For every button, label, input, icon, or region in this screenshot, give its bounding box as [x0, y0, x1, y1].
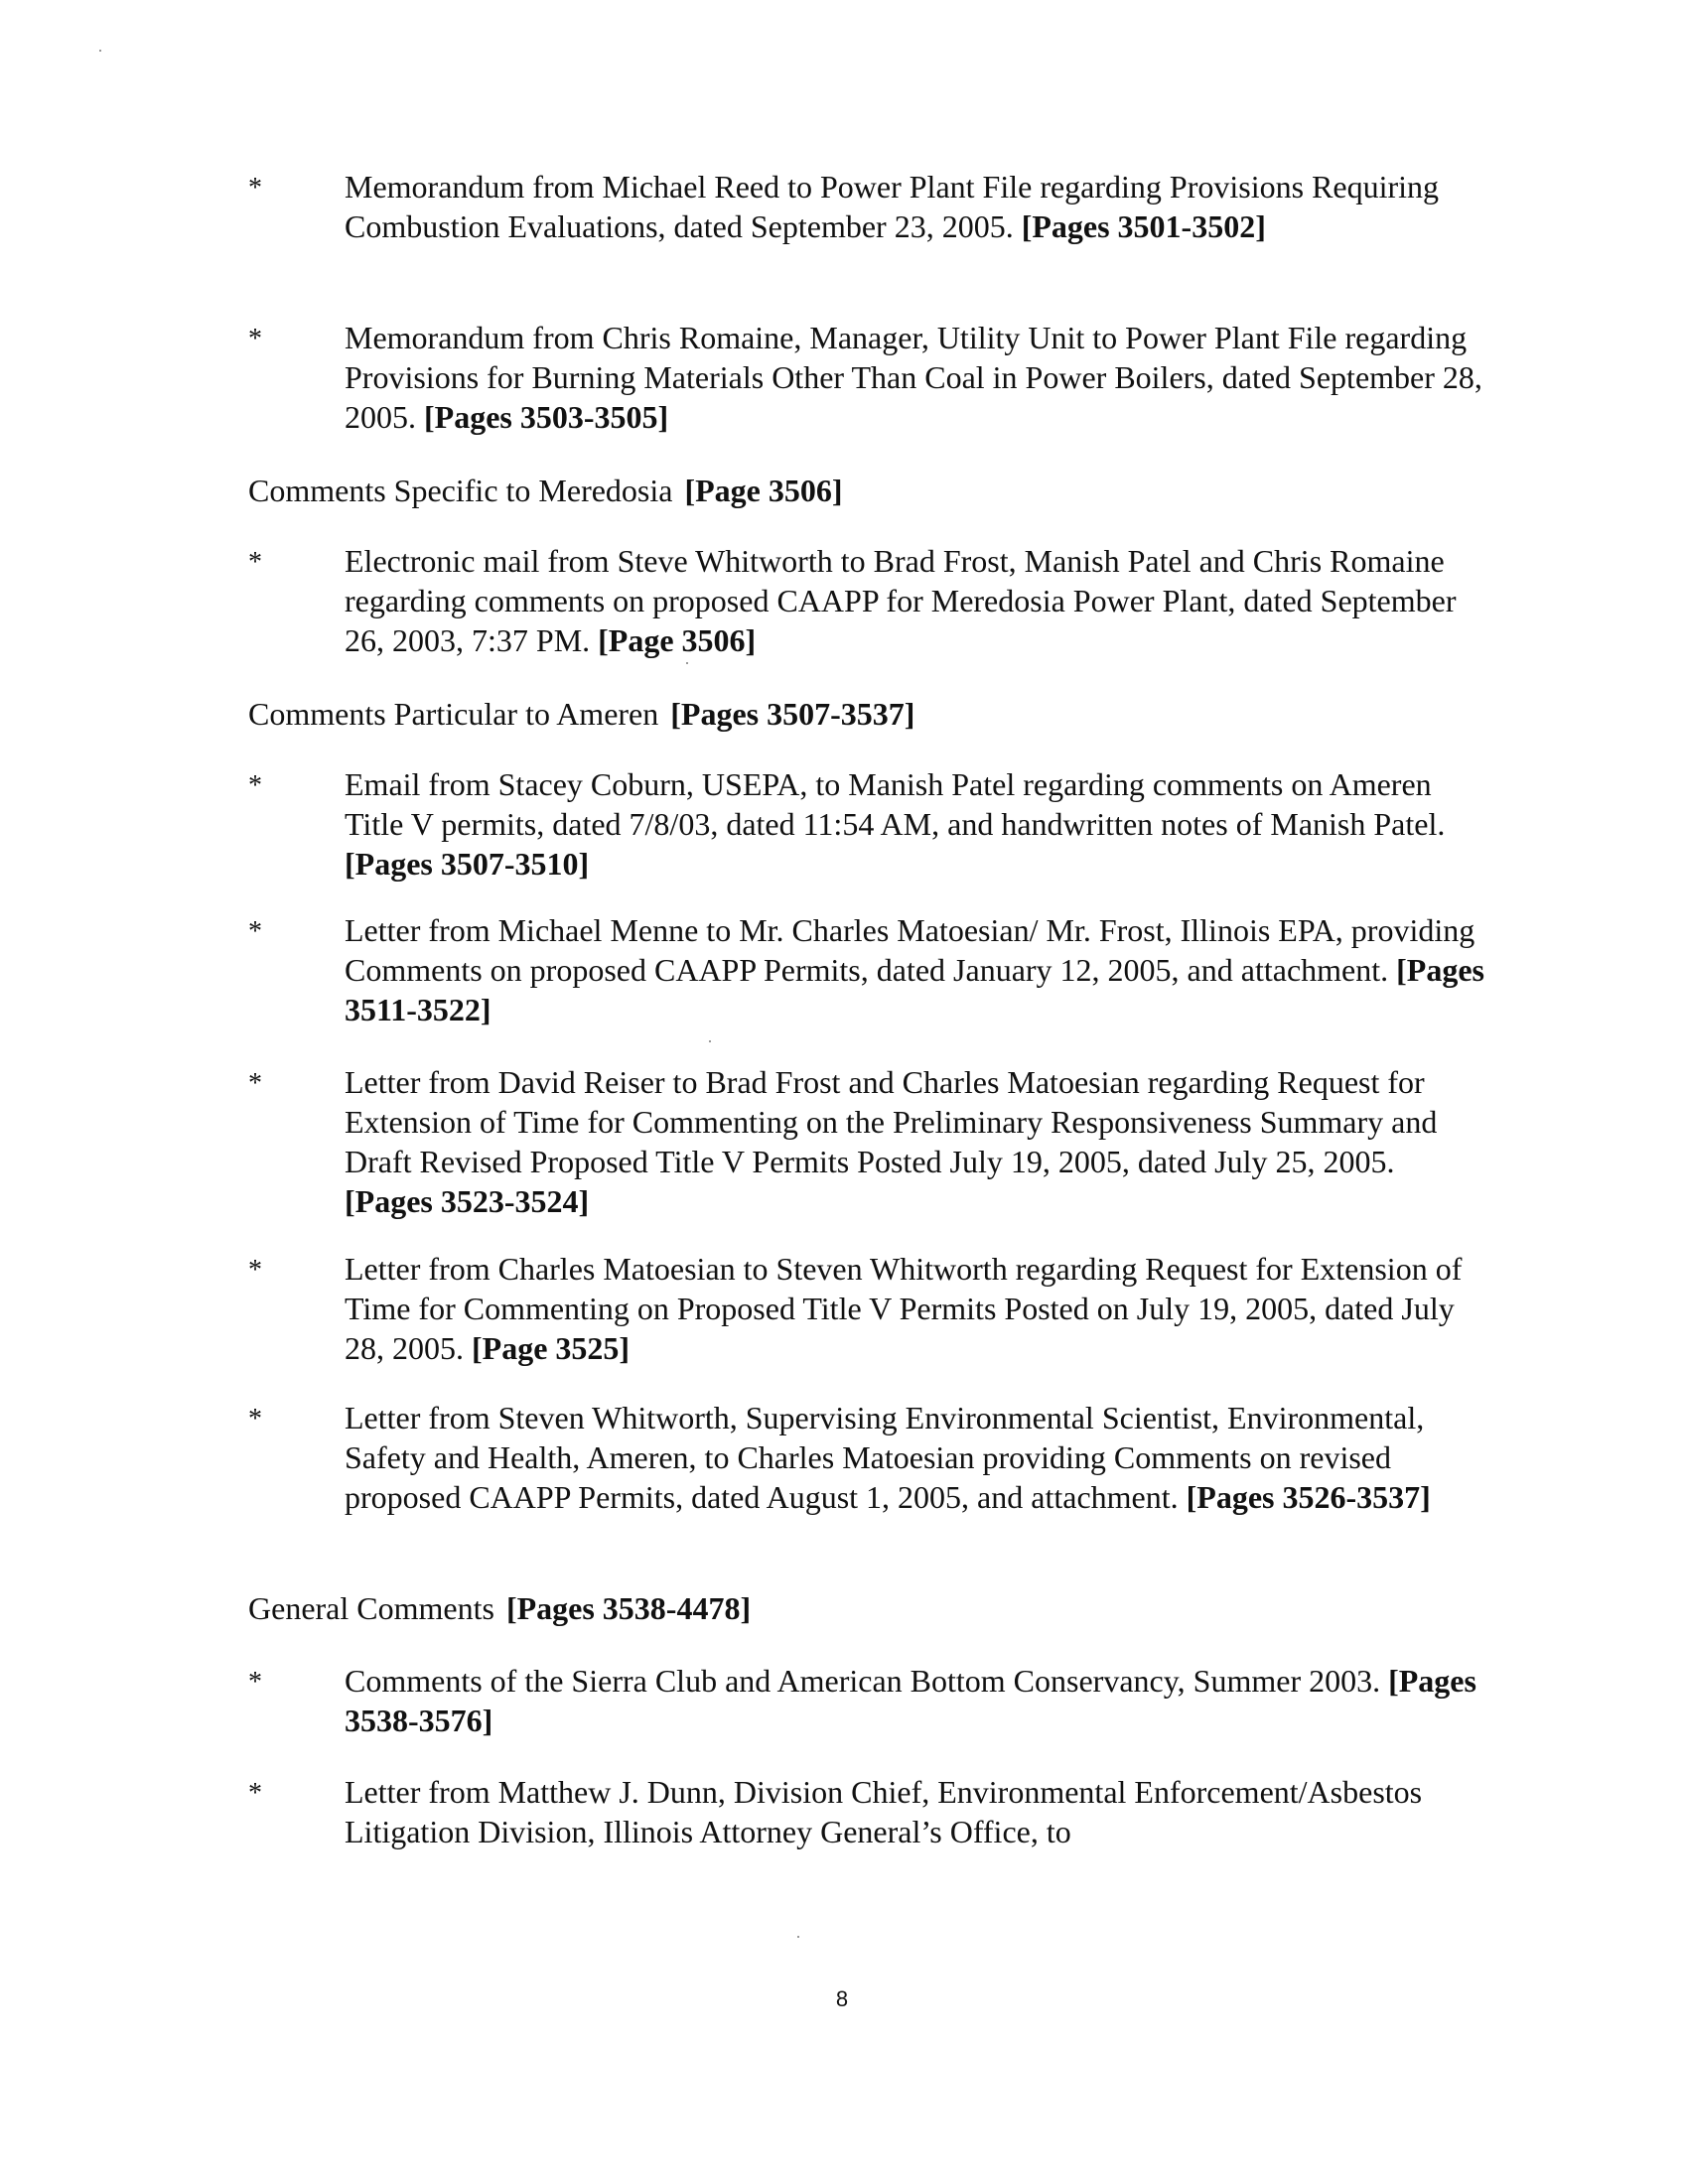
- section-heading: [248, 694, 914, 734]
- page-reference: [Pages 3523-3524]: [345, 1183, 590, 1219]
- section-page-reference: [Page 3506]: [684, 473, 843, 508]
- page-reference: [Pages 3507-3510]: [345, 846, 590, 882]
- page-reference: [Pages 3538-3576]: [345, 1663, 1476, 1738]
- item-text-block: [345, 1661, 1486, 1740]
- bullet-asterisk: *: [248, 916, 262, 947]
- item-text-block: [345, 764, 1486, 884]
- section-heading-label: General Comments: [248, 1590, 494, 1626]
- bullet-asterisk: *: [248, 770, 262, 801]
- item-description: Memorandum from Chris Romaine, Manager, Utility Unit to Power Plant File regarding Provisions for Burning Materials Other Than Coal in Power Boilers, dated September 28, 2005.: [345, 320, 1482, 435]
- page-reference: [Pages 3503-3505]: [424, 399, 669, 435]
- item-description: Letter from David Reiser to Brad Frost and Charles Matoesian regarding Request for Extension of Time for Commenting on the Preliminary Responsiveness Summary and Draft Revised Proposed Title V Permits Posted July 19, 2005, dated July 25, 2005.: [345, 1064, 1438, 1179]
- scan-speck: [99, 50, 101, 52]
- section-heading: [248, 471, 843, 510]
- section-heading-label: Comments Particular to Ameren: [248, 696, 659, 732]
- item-text-block: [345, 1062, 1486, 1221]
- item-description: Letter from Michael Menne to Mr. Charles Matoesian/ Mr. Frost, Illinois EPA, providing Comments on proposed CAAPP Permits, dated January 12, 2005, and attachment.: [345, 912, 1475, 988]
- section-heading: [248, 1588, 751, 1628]
- section-page-reference: [Pages 3507-3537]: [670, 696, 915, 732]
- item-description: Memorandum from Michael Reed to Power Plant File regarding Provisions Requiring Combustion Evaluations, dated September 23, 2005.: [345, 169, 1440, 244]
- page-reference: [Pages 3526-3537]: [1186, 1479, 1431, 1515]
- scan-speck: [797, 1936, 799, 1938]
- item-description: Letter from Matthew J. Dunn, Division Chief, Environmental Enforcement/Asbestos Litigation Division, Illinois Attorney General’s Office, to: [345, 1774, 1423, 1849]
- item-text-block: [345, 910, 1486, 1029]
- section-heading-label: Comments Specific to Meredosia: [248, 473, 673, 508]
- item-description: Email from Stacey Coburn, USEPA, to Manish Patel regarding comments on Ameren Title V permits, dated 7/8/03, dated 11:54 AM, and handwritten notes of Manish Patel.: [345, 766, 1446, 842]
- bullet-asterisk: *: [248, 1068, 262, 1099]
- page-number: 8: [835, 1986, 849, 2011]
- bullet-asterisk: *: [248, 173, 262, 204]
- page-reference: [Pages 3501-3502]: [1021, 208, 1266, 244]
- bullet-asterisk: *: [248, 1404, 262, 1434]
- item-text-block: [345, 167, 1486, 246]
- item-description: Letter from Charles Matoesian to Steven Whitworth regarding Request for Extension of Time for Commenting on Proposed Title V Permits Posted on July 19, 2005, dated July 28, 2005.: [345, 1251, 1463, 1366]
- item-text-block: [345, 541, 1486, 660]
- section-page-reference: [Pages 3538-4478]: [505, 1590, 752, 1626]
- item-text-block: [345, 1772, 1486, 1851]
- page-reference: [Page 3525]: [472, 1330, 631, 1366]
- item-text-block: [345, 1398, 1486, 1517]
- item-description: Letter from Steven Whitworth, Supervising Environmental Scientist, Environmental, Safety and Health, Ameren, to Charles Matoesian providing Comments on revised proposed CAAPP Permits, dated August 1, 2005, and attachment.: [345, 1400, 1425, 1515]
- scan-speck: [686, 662, 688, 664]
- item-text-block: [345, 1249, 1486, 1368]
- bullet-asterisk: *: [248, 547, 262, 578]
- bullet-asterisk: *: [248, 1255, 262, 1286]
- item-description: Comments of the Sierra Club and American Bottom Conservancy, Summer 2003.: [345, 1663, 1381, 1699]
- item-text-block: [345, 318, 1486, 437]
- bullet-asterisk: *: [248, 1778, 262, 1809]
- page-reference: [Page 3506]: [598, 622, 757, 658]
- page-reference: [Pages 3511-3522]: [345, 952, 1484, 1027]
- scan-speck: [709, 1040, 711, 1042]
- bullet-asterisk: *: [248, 324, 262, 354]
- bullet-asterisk: *: [248, 1667, 262, 1698]
- item-description: Electronic mail from Steve Whitworth to Brad Frost, Manish Patel and Chris Romaine regarding comments on proposed CAAPP for Meredosia Power Plant, dated September 26, 2003, 7:37 PM.: [345, 543, 1457, 658]
